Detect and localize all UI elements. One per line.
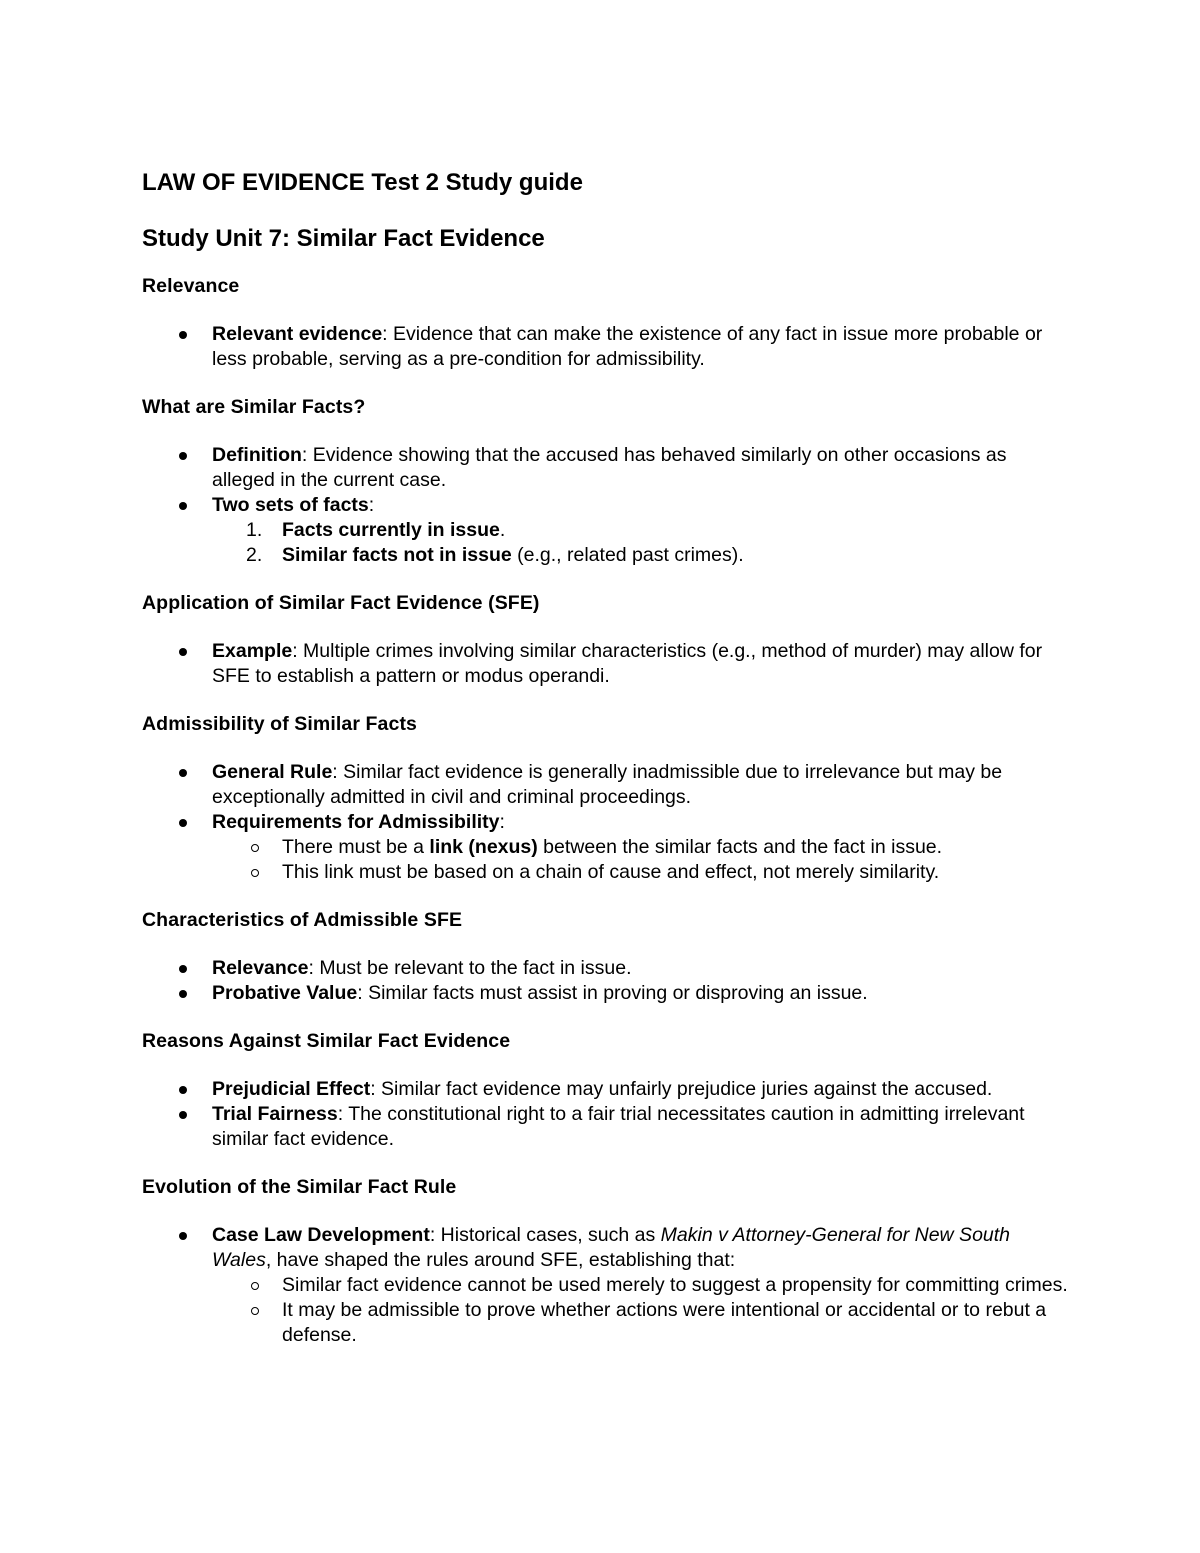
item-text: : Evidence that can make the existence of any fact in issue more probable or less probable, serving as a pre-condition for admissibility. <box>212 323 1043 370</box>
section-heading-application: Application of Similar Fact Evidence (SFE) <box>142 592 540 614</box>
circle-bullet-icon <box>251 1307 259 1315</box>
list-item <box>142 810 1072 885</box>
item-text: : The constitutional right to a fair trial necessitates caution in admitting irrelevant similar fact evidence. <box>212 1103 1025 1150</box>
item-term: Relevance <box>212 957 309 979</box>
section-heading-relevance: Relevance <box>142 275 240 297</box>
bullet-icon <box>179 1086 187 1094</box>
item-text: : Multiple crimes involving similar characteristics (e.g., method of murder) may allow for SFE to establish a pattern or modus operandi. <box>212 640 1043 687</box>
list-item <box>142 760 1072 810</box>
item-term: Trial Fairness <box>212 1103 338 1125</box>
list-item <box>142 956 1072 981</box>
bullet-icon <box>179 965 187 973</box>
item-text: It may be admissible to prove whether actions were intentional or accidental or to rebut a defense. <box>282 1299 1047 1346</box>
list-item <box>142 493 1072 568</box>
sub-list <box>212 1273 1072 1348</box>
item-text: . <box>499 519 506 541</box>
list-item <box>142 1077 1072 1102</box>
section-heading-evolution: Evolution of the Similar Fact Rule <box>142 1176 457 1198</box>
list-item <box>142 1223 1072 1348</box>
item-text: : Similar fact evidence is generally inadmissible due to irrelevance but may be exceptionally admitted in civil and criminal proceedings. <box>212 761 1003 808</box>
item-term: link (nexus) <box>429 836 538 858</box>
circle-bullet-icon <box>251 1282 259 1290</box>
circle-bullet-icon <box>251 844 259 852</box>
bullet-icon <box>179 452 187 460</box>
numbered-item <box>212 543 1072 568</box>
bullet-icon <box>179 1111 187 1119</box>
section-heading-reasons-against: Reasons Against Similar Fact Evidence <box>142 1030 511 1052</box>
item-term: Two sets of facts <box>212 494 369 516</box>
item-number: 1. <box>246 519 263 541</box>
item-text-post: between the similar facts and the fact in issue. <box>537 836 943 858</box>
characteristics-list <box>142 956 1072 1006</box>
item-term: Prejudicial Effect <box>212 1078 371 1100</box>
sub-list-item <box>212 1298 1072 1348</box>
item-text-pre: : Historical cases, such as <box>429 1224 661 1246</box>
sub-list-item <box>212 860 1072 885</box>
list-item <box>142 443 1072 493</box>
document-title: LAW OF EVIDENCE Test 2 Study guide <box>142 169 583 196</box>
document-page <box>142 168 1072 1371</box>
item-text-post: , have shaped the rules around SFE, establishing that: <box>265 1249 736 1271</box>
numbered-item <box>212 518 1072 543</box>
item-text: : Must be relevant to the fact in issue. <box>308 957 632 979</box>
bullet-icon <box>179 819 187 827</box>
list-item <box>142 322 1072 372</box>
item-text: Similar fact evidence cannot be used merely to suggest a propensity for committing crimes. <box>282 1274 1068 1296</box>
item-text: : Evidence showing that the accused has behaved similarly on other occasions as alleged in the current case. <box>212 444 1007 491</box>
item-text: : Similar facts must assist in proving or disproving an issue. <box>357 982 868 1004</box>
list-item <box>142 639 1072 689</box>
item-term: Requirements for Admissibility <box>212 811 500 833</box>
item-text: : <box>499 811 505 833</box>
item-term: Facts currently in issue <box>282 519 500 541</box>
section-heading-characteristics: Characteristics of Admissible SFE <box>142 909 463 931</box>
what-are-list <box>142 443 1072 568</box>
item-term: General Rule <box>212 761 333 783</box>
list-item <box>142 1102 1072 1152</box>
item-term: Definition <box>212 444 302 466</box>
section-heading-admissibility: Admissibility of Similar Facts <box>142 713 417 735</box>
item-text: : Similar fact evidence may unfairly prejudice juries against the accused. <box>370 1078 993 1100</box>
application-list <box>142 639 1072 689</box>
relevance-list <box>142 322 1072 372</box>
circle-bullet-icon <box>251 869 259 877</box>
bullet-icon <box>179 331 187 339</box>
bullet-icon <box>179 1232 187 1240</box>
evolution-list <box>142 1223 1072 1348</box>
admissibility-list <box>142 760 1072 885</box>
item-term: Example <box>212 640 293 662</box>
bullet-icon <box>179 769 187 777</box>
item-term: Similar facts not in issue <box>282 544 512 566</box>
numbered-list <box>212 518 1072 568</box>
sub-list <box>212 835 1072 885</box>
item-text: (e.g., related past crimes). <box>511 544 744 566</box>
item-number: 2. <box>246 544 263 566</box>
section-heading-what-are-similar-facts: What are Similar Facts? <box>142 396 366 418</box>
unit-title: Study Unit 7: Similar Fact Evidence <box>142 225 545 252</box>
sub-list-item <box>212 835 1072 860</box>
list-item <box>142 981 1072 1006</box>
item-term: Relevant evidence <box>212 323 383 345</box>
case-citation: Makin v Attorney-General for New South Wales <box>212 1224 1011 1271</box>
sub-list-item <box>212 1273 1072 1298</box>
item-term: Probative Value <box>212 982 358 1004</box>
item-text: : <box>368 494 375 516</box>
item-text: This link must be based on a chain of cause and effect, not merely similarity. <box>282 861 940 883</box>
bullet-icon <box>179 502 187 510</box>
item-term: Case Law Development <box>212 1224 430 1246</box>
reasons-list <box>142 1077 1072 1152</box>
item-text-pre: There must be a <box>282 836 430 858</box>
bullet-icon <box>179 990 187 998</box>
bullet-icon <box>179 648 187 656</box>
